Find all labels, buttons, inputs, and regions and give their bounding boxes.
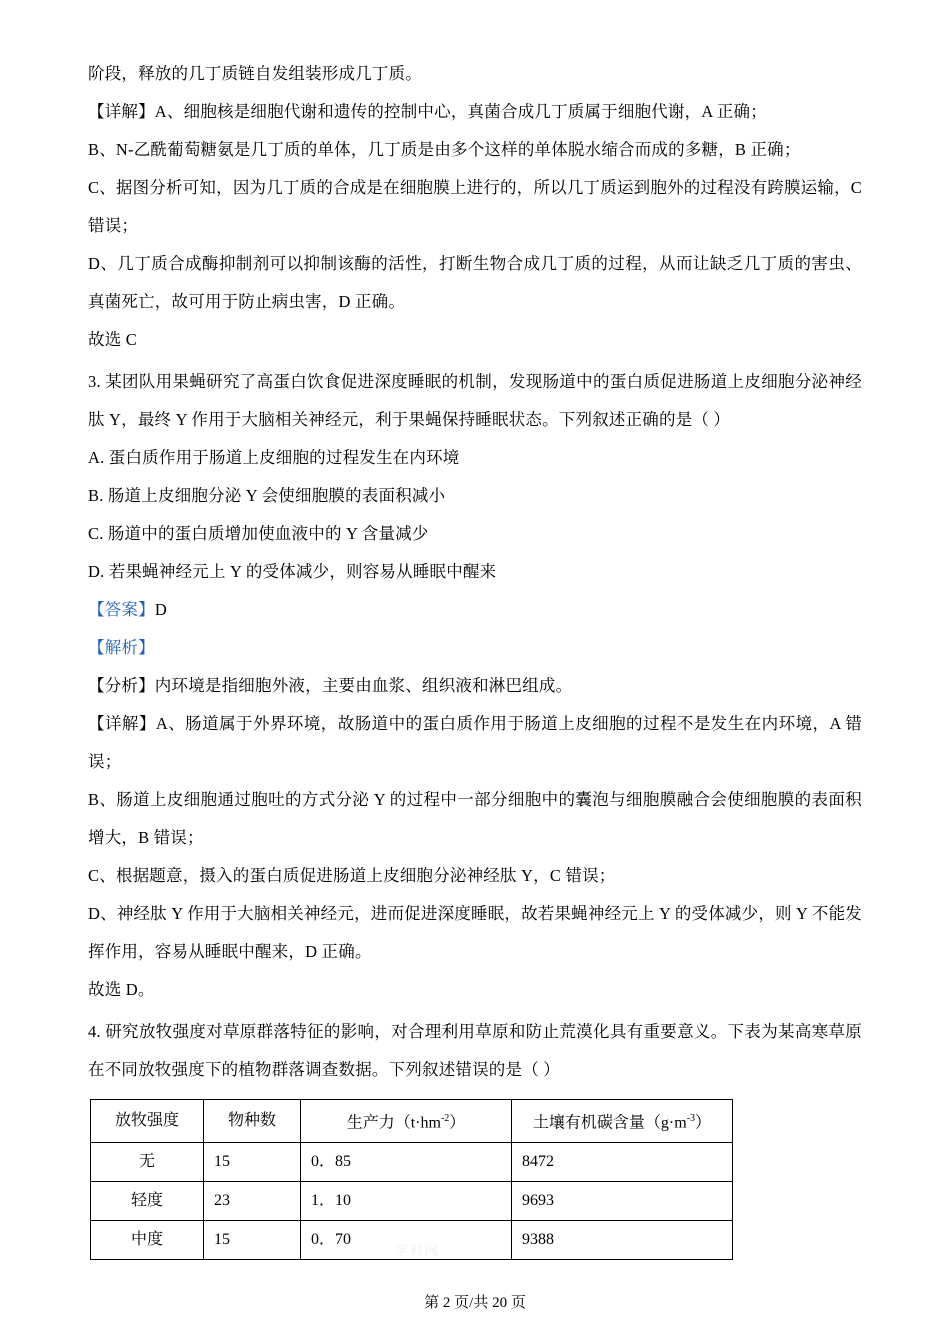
header-soil-carbon-text: 土壤有机碳含量（g·m [532,1114,687,1132]
grazing-data-table [90,1099,733,1260]
question-3-analysis-label: 【解析】 [88,638,155,657]
table-header-row [91,1100,733,1143]
answer-label: 【答案】 [88,600,155,619]
header-soil-carbon-tail: ） [695,1114,712,1132]
header-productivity [301,1100,512,1143]
header-productivity-text: 生产力（t·hm [346,1114,441,1132]
cell-productivity: 0．85 [301,1143,512,1182]
answer-value: D [154,600,167,619]
question-4-stem: 4. 研究放牧强度对草原群落特征的影响，对合理利用草原和防止荒漠化具有重要意义。下表为某高寒草原在不同放牧强度下的植物群落调查数据。下列叙述错误的是（ ） [88,1022,862,1079]
paragraph-continuation: 阶段，释放的几丁质链自发组装形成几丁质。 [88,64,422,83]
paragraph-detail-a: 【详解】A、细胞核是细胞代谢和遗传的控制中心，真菌合成几丁质属于细胞代谢，A 正确； [88,102,767,121]
paragraph-answer-choice: 故选 C [88,330,137,349]
question-3-stem: 3. 某团队用果蝇研究了高蛋白饮食促进深度睡眠的机制，发现肠道中的蛋白质促进肠道上皮细胞分泌神经肽 Y，最终 Y 作用于大脑相关神经元，利于果蝇保持睡眠状态。下列叙述正确的是（ ） [88,372,862,429]
table-row [91,1143,733,1182]
paragraph-detail-b: B、N-乙酰葡萄糖氨是几丁质的单体，几丁质是由多个这样的单体脱水缩合而成的多糖，B 正确； [88,140,801,159]
question-3-detail-a: 【详解】A、肠道属于外界环境，故肠道中的蛋白质作用于肠道上皮细胞的过程不是发生在内环境，A 错误； [88,714,862,771]
table-row [91,1182,733,1221]
question-3-answer-line [88,591,862,629]
question-3-option-c: C. 肠道中的蛋白质增加使血液中的 Y 含量减少 [88,524,429,543]
cell-intensity: 中度 [91,1221,204,1260]
watermark: 学科网 [395,1243,441,1258]
question-3-option-d: D. 若果蝇神经元上 Y 的受体减少，则容易从睡眠中醒来 [88,562,497,581]
cell-carbon: 9693 [512,1182,733,1221]
question-3-detail-c: C、根据题意，摄入的蛋白质促进肠道上皮细胞分泌神经肽 Y，C 错误； [88,866,616,885]
page-footer: 第 2 页/共 20 页 [424,1295,526,1311]
question-3-detail-d: D、神经肽 Y 作用于大脑相关神经元，进而促进深度睡眠，故若果蝇神经元上 Y 的受体减少，则 Y 不能发挥作用，容易从睡眠中醒来，D 正确。 [88,904,862,961]
paragraph-detail-d: D、几丁质合成酶抑制剂可以抑制该酶的活性，打断生物合成几丁质的过程，从而让缺乏几丁质的害虫、真菌死亡，故可用于防止病虫害，D 正确。 [88,254,862,311]
header-productivity-tail: ） [449,1114,466,1132]
header-productivity-sup: -2 [440,1113,450,1124]
cell-intensity: 无 [91,1143,204,1182]
paragraph-detail-c: C、据图分析可知，因为几丁质的合成是在细胞膜上进行的，所以几丁质运到胞外的过程没有跨膜运输，C 错误； [88,178,862,235]
header-species-count: 物种数 [204,1100,301,1143]
cell-productivity: 0．70 [301,1221,512,1260]
cell-species: 15 [204,1221,301,1260]
question-3-option-a: A. 蛋白质作用于肠道上皮细胞的过程发生在内环境 [88,448,460,467]
header-grazing-intensity: 放牧强度 [91,1100,204,1143]
header-soil-carbon [512,1100,733,1143]
cell-carbon: 9388 [512,1221,733,1260]
header-soil-carbon-sup: -3 [686,1113,696,1124]
question-3-option-b: B. 肠道上皮细胞分泌 Y 会使细胞膜的表面积减小 [88,486,446,505]
question-3-analysis-intro: 【分析】内环境是指细胞外液，主要由血浆、组织液和淋巴组成。 [88,676,573,695]
cell-productivity: 1．10 [301,1182,512,1221]
cell-intensity: 轻度 [91,1182,204,1221]
question-3-detail-b: B、肠道上皮细胞通过胞吐的方式分泌 Y 的过程中一部分细胞中的囊泡与细胞膜融合会使细胞膜的表面积增大，B 错误； [88,790,862,847]
question-3-conclusion: 故选 D。 [88,980,155,999]
cell-species: 23 [204,1182,301,1221]
cell-species: 15 [204,1143,301,1182]
cell-carbon: 8472 [512,1143,733,1182]
